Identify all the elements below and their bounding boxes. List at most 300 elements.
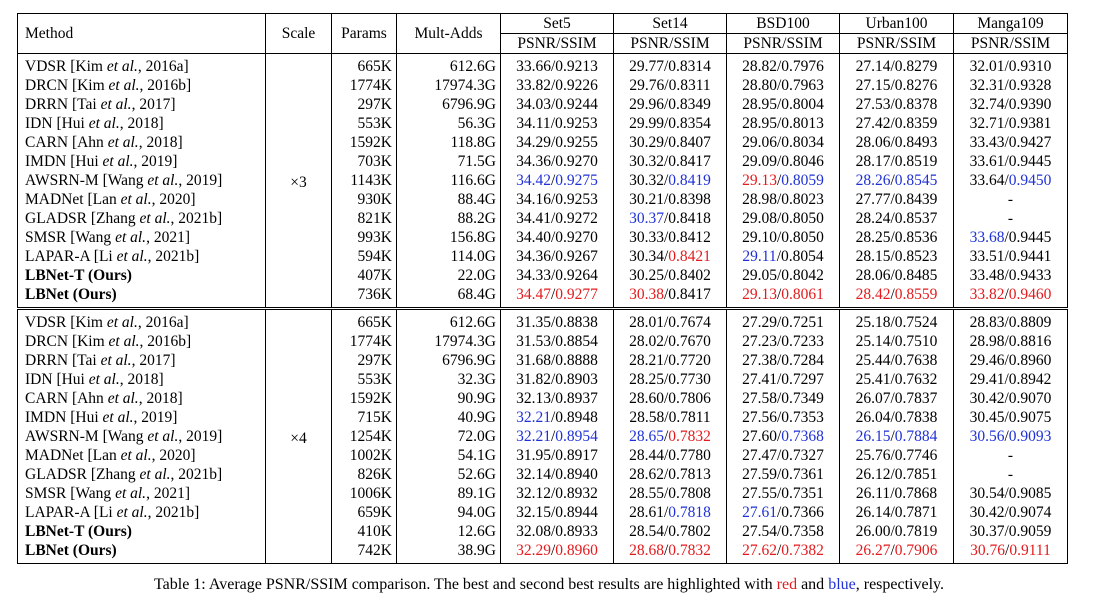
ssim-value: 0.9450 (1008, 172, 1052, 189)
multadds-cell: 88.2G (397, 209, 501, 228)
value-separator: / (550, 96, 556, 113)
metric-cell (954, 427, 1068, 446)
value-separator: / (776, 58, 782, 75)
psnr-value: 27.54 (742, 523, 777, 540)
ssim-value: 0.8417 (668, 153, 711, 170)
psnr-value: 27.41 (742, 371, 777, 388)
multadds-cell: 68.4G (397, 285, 501, 309)
ssim-value: 0.9270 (555, 153, 598, 170)
metric-cell (840, 503, 954, 522)
params-cell: 715K (332, 408, 397, 427)
psnr-value: 29.09 (742, 153, 777, 170)
metric-cell (501, 95, 614, 114)
method-cell (18, 309, 266, 333)
value-separator: / (890, 172, 895, 189)
psnr-value: 30.42 (969, 504, 1005, 521)
ssim-value: 0.8042 (781, 267, 824, 284)
metric-cell (501, 427, 614, 446)
ssim-value: 0.8050 (781, 210, 824, 227)
ssim-value: 0.8536 (894, 229, 938, 246)
psnr-value: 27.53 (855, 96, 891, 113)
psnr-value: - (1007, 447, 1014, 464)
value-separator: / (550, 77, 556, 94)
metric-cell (727, 309, 840, 333)
value-separator: / (550, 485, 556, 502)
ssim-value: 0.9111 (1009, 542, 1051, 559)
multadds-cell: 156.8G (397, 228, 501, 247)
method-name: IDN (25, 115, 53, 132)
value-separator: / (663, 229, 669, 246)
psnr-value: 28.62 (629, 466, 664, 483)
value-separator: / (776, 333, 782, 350)
psnr-value: 27.14 (855, 58, 891, 75)
method-name: LAPAR-A (25, 504, 90, 521)
value-separator: / (1004, 96, 1009, 113)
header-multadds: Mult-Adds (397, 14, 501, 54)
metric-cell (501, 133, 614, 152)
metric-cell (840, 351, 954, 370)
value-separator: / (890, 409, 895, 426)
table-row (18, 465, 1068, 484)
value-separator: / (664, 409, 669, 426)
psnr-value: 32.21 (516, 428, 551, 445)
psnr-value: 32.74 (969, 96, 1005, 113)
ssim-value: 0.8279 (894, 58, 938, 75)
table-caption (0, 575, 1098, 595)
metric-cell (727, 266, 840, 285)
psnr-value: 28.01 (629, 314, 664, 331)
value-separator: / (663, 134, 669, 151)
psnr-value: 30.33 (629, 229, 664, 246)
psnr-value: 29.13 (742, 286, 777, 303)
metric-cell (727, 54, 840, 77)
method-name: SMSR (25, 229, 67, 246)
method-cell (18, 76, 266, 95)
metric-cell (954, 389, 1068, 408)
metric-cell (614, 446, 727, 465)
multadds-cell: 54.1G (397, 446, 501, 465)
header-dataset-bsd100: BSD100 (727, 14, 840, 34)
metric-cell (727, 332, 840, 351)
metric-cell (727, 465, 840, 484)
method-name: IMDN (25, 409, 67, 426)
value-separator: / (890, 314, 895, 331)
value-separator: / (663, 466, 669, 483)
metric-cell (954, 465, 1068, 484)
ssim-value: 0.7233 (781, 333, 824, 350)
method-cell (18, 228, 266, 247)
header-scale: Scale (266, 14, 332, 54)
method-name: VDSR (25, 314, 67, 331)
metric-cell (501, 389, 614, 408)
ssim-value: 0.8940 (555, 466, 598, 483)
metric-cell (614, 541, 727, 564)
multadds-cell: 12.6G (397, 522, 501, 541)
metric-cell (840, 309, 954, 333)
ssim-value: 0.9390 (1008, 96, 1052, 113)
psnr-value: 28.24 (855, 210, 891, 227)
table-row (18, 370, 1068, 389)
psnr-value: 28.58 (629, 409, 665, 426)
psnr-value: 32.31 (969, 77, 1005, 94)
ssim-value: 0.9074 (1008, 504, 1052, 521)
table-row (18, 190, 1068, 209)
ssim-value: 0.9427 (1008, 134, 1052, 151)
ssim-value: 0.7327 (781, 447, 824, 464)
metric-cell (727, 522, 840, 541)
value-separator: / (1004, 409, 1009, 426)
psnr-value: 30.76 (970, 542, 1006, 559)
table-row (18, 408, 1068, 427)
multadds-cell: 6796.9G (397, 351, 501, 370)
metric-cell (840, 370, 954, 389)
metric-cell (727, 209, 840, 228)
value-separator: / (890, 286, 895, 303)
header-metric: PSNR/SSIM (614, 34, 727, 54)
value-separator: / (663, 115, 669, 132)
metric-cell (954, 370, 1068, 389)
value-separator: / (890, 390, 895, 407)
value-separator: / (663, 371, 669, 388)
value-separator: / (1004, 115, 1009, 132)
ssim-value: 0.8059 (781, 172, 824, 189)
value-separator: / (1004, 333, 1009, 350)
value-separator: / (776, 542, 782, 559)
ssim-value: 0.9093 (1008, 428, 1052, 445)
ssim-value: 0.8888 (555, 352, 598, 369)
ssim-value: 0.7382 (781, 542, 824, 559)
value-separator: / (550, 210, 556, 227)
caption-middle: and (797, 576, 829, 593)
metric-cell (840, 228, 954, 247)
metric-cell (501, 541, 614, 564)
ssim-value: 0.7806 (668, 390, 711, 407)
value-separator: / (550, 409, 556, 426)
psnr-value: 28.83 (969, 314, 1005, 331)
ssim-value: 0.9381 (1008, 115, 1052, 132)
multadds-cell: 52.6G (397, 465, 501, 484)
method-citation: [Lan et al., 2020] (87, 447, 196, 464)
metric-cell (614, 190, 727, 209)
table-row (18, 503, 1068, 522)
metric-cell (727, 152, 840, 171)
metric-cell (840, 389, 954, 408)
ssim-value: 0.9070 (1008, 390, 1052, 407)
metric-cell (614, 228, 727, 247)
params-cell: 553K (332, 370, 397, 389)
params-cell: 826K (332, 465, 397, 484)
metric-cell (501, 266, 614, 285)
psnr-value: 27.60 (742, 428, 777, 445)
method-cell (18, 114, 266, 133)
psnr-value: 26.11 (855, 485, 891, 502)
psnr-value: 27.38 (742, 352, 777, 369)
table-row (18, 152, 1068, 171)
ssim-value: 0.7832 (668, 428, 711, 445)
params-cell: 1002K (332, 446, 397, 465)
value-separator: / (1005, 542, 1010, 559)
metric-cell (727, 114, 840, 133)
ssim-value: 0.9244 (555, 96, 598, 113)
header-metric: PSNR/SSIM (840, 34, 954, 54)
metric-cell (840, 522, 954, 541)
table-row (18, 266, 1068, 285)
metric-cell (501, 171, 614, 190)
multadds-cell: 38.9G (397, 541, 501, 564)
metric-cell (840, 266, 954, 285)
ssim-value: 0.8349 (668, 96, 711, 113)
metric-cell (614, 370, 727, 389)
value-separator: / (550, 504, 556, 521)
method-citation: [Wang et al., 2019] (102, 428, 223, 445)
ssim-value: 0.9460 (1008, 286, 1052, 303)
value-separator: / (776, 371, 782, 388)
psnr-value: 26.12 (855, 466, 891, 483)
ssim-value: 0.8519 (894, 153, 938, 170)
method-name: IMDN (25, 153, 67, 170)
multadds-cell: 612.6G (397, 54, 501, 77)
ssim-value: 0.8493 (894, 134, 938, 151)
table-row (18, 247, 1068, 266)
metric-cell (727, 370, 840, 389)
metric-cell (840, 54, 954, 77)
multadds-cell: 118.8G (397, 133, 501, 152)
ssim-value: 0.7976 (781, 58, 824, 75)
params-cell: 659K (332, 503, 397, 522)
metric-cell (501, 114, 614, 133)
value-separator: / (776, 96, 782, 113)
ssim-value: 0.8398 (668, 191, 711, 208)
ssim-value: 0.7838 (894, 409, 938, 426)
psnr-value: 28.25 (855, 229, 891, 246)
ssim-value: 0.7819 (894, 523, 938, 540)
metric-cell (954, 190, 1068, 209)
value-separator: / (776, 485, 782, 502)
psnr-value: 28.68 (629, 542, 664, 559)
method-cell (18, 247, 266, 266)
psnr-value: 27.23 (742, 333, 777, 350)
method-cell (18, 266, 266, 285)
ssim-value: 0.7851 (894, 466, 938, 483)
psnr-value: 32.13 (516, 390, 551, 407)
ssim-value: 0.9310 (1008, 58, 1052, 75)
method-cell (18, 209, 266, 228)
ssim-value: 0.8903 (555, 371, 598, 388)
ssim-value: 0.7720 (668, 352, 711, 369)
metric-cell (954, 228, 1068, 247)
method-name: CARN (25, 390, 69, 407)
method-citation: [Hui et al., 2019] (70, 409, 178, 426)
params-cell: 821K (332, 209, 397, 228)
table-row (18, 76, 1068, 95)
metric-cell (614, 484, 727, 503)
multadds-cell: 116.6G (397, 171, 501, 190)
metric-cell (501, 484, 614, 503)
table-row (18, 95, 1068, 114)
psnr-value: 28.98 (742, 191, 777, 208)
value-separator: / (550, 352, 556, 369)
ssim-value: 0.7361 (781, 466, 824, 483)
method-cell (18, 541, 266, 564)
value-separator: / (663, 172, 669, 189)
ssim-value: 0.7746 (894, 447, 938, 464)
value-separator: / (663, 485, 669, 502)
value-separator: / (776, 428, 782, 445)
metric-cell (727, 351, 840, 370)
ssim-value: 0.7884 (894, 428, 938, 445)
value-separator: / (776, 172, 782, 189)
value-separator: / (776, 286, 782, 303)
metric-cell (501, 54, 614, 77)
psnr-value: 30.38 (629, 286, 664, 303)
metric-cell (954, 309, 1068, 333)
caption-suffix: , respectively. (855, 576, 944, 593)
multadds-cell: 22.0G (397, 266, 501, 285)
ssim-value: 0.8054 (781, 248, 824, 265)
ssim-value: 0.7524 (894, 314, 938, 331)
method-name: DRCN (25, 333, 69, 350)
metric-cell (954, 446, 1068, 465)
method-cell (18, 522, 266, 541)
value-separator: / (1004, 58, 1009, 75)
value-separator: / (663, 286, 669, 303)
ssim-value: 0.7284 (781, 352, 824, 369)
method-cell (18, 171, 266, 190)
value-separator: / (1004, 267, 1009, 284)
value-separator: / (550, 314, 556, 331)
value-separator: / (550, 58, 556, 75)
params-cell: 1774K (332, 332, 397, 351)
psnr-value: 33.48 (969, 267, 1005, 284)
ssim-value: 0.8545 (894, 172, 938, 189)
value-separator: / (550, 248, 556, 265)
table-row (18, 541, 1068, 564)
header-metric: PSNR/SSIM (954, 34, 1068, 54)
params-cell: 1006K (332, 484, 397, 503)
psnr-value: 27.29 (742, 314, 777, 331)
psnr-value: 28.95 (742, 115, 777, 132)
method-citation: [Li et al., 2021b] (93, 248, 200, 265)
method-cell (18, 465, 266, 484)
ssim-value: 0.9267 (555, 248, 598, 265)
psnr-value: - (1007, 191, 1014, 208)
ssim-value: 0.9213 (555, 58, 598, 75)
ssim-value: 0.9445 (1008, 153, 1052, 170)
value-separator: / (663, 447, 669, 464)
table-row (18, 309, 1068, 333)
value-separator: / (1004, 134, 1009, 151)
psnr-value: 28.21 (629, 352, 664, 369)
metric-cell (501, 247, 614, 266)
value-separator: / (890, 58, 895, 75)
value-separator: / (1004, 390, 1009, 407)
value-separator: / (550, 523, 556, 540)
psnr-value: 34.42 (516, 172, 551, 189)
table-row (18, 446, 1068, 465)
value-separator: / (1004, 485, 1009, 502)
value-separator: / (550, 466, 556, 483)
value-separator: / (890, 504, 895, 521)
metric-cell (501, 228, 614, 247)
method-name: VDSR (25, 58, 67, 75)
ssim-value: 0.8932 (555, 485, 598, 502)
value-separator: / (890, 248, 895, 265)
method-name: DRRN (25, 352, 69, 369)
psnr-value: 28.26 (855, 172, 891, 189)
psnr-value: 30.32 (629, 153, 664, 170)
method-name: DRCN (25, 77, 69, 94)
value-separator: / (890, 210, 895, 227)
metric-cell (840, 408, 954, 427)
ssim-value: 0.8417 (668, 286, 711, 303)
value-separator: / (550, 153, 556, 170)
ssim-value: 0.8838 (555, 314, 598, 331)
psnr-value: 28.15 (855, 248, 891, 265)
method-cell (18, 446, 266, 465)
value-separator: / (663, 191, 669, 208)
psnr-value: - (1007, 466, 1014, 483)
ssim-value: 0.7297 (781, 371, 824, 388)
metric-cell (954, 408, 1068, 427)
table-row (18, 389, 1068, 408)
metric-cell (727, 484, 840, 503)
params-cell: 297K (332, 351, 397, 370)
method-cell (18, 484, 266, 503)
method-name: MADNet (25, 447, 84, 464)
params-cell: 665K (332, 309, 397, 333)
psnr-value: 33.68 (969, 229, 1005, 246)
value-separator: / (776, 466, 782, 483)
psnr-value: 27.58 (742, 390, 777, 407)
value-separator: / (776, 352, 782, 369)
value-separator: / (776, 210, 782, 227)
value-separator: / (1004, 352, 1009, 369)
table-row (18, 171, 1068, 190)
value-separator: / (550, 542, 556, 559)
metric-cell (840, 76, 954, 95)
metric-cell (840, 247, 954, 266)
metric-cell (954, 54, 1068, 77)
method-name: MADNet (25, 191, 84, 208)
value-separator: / (1004, 428, 1009, 445)
table-row (18, 133, 1068, 152)
metric-cell (614, 54, 727, 77)
method-citation: [Hui et al., 2019] (70, 153, 178, 170)
ssim-value: 0.8439 (894, 191, 938, 208)
value-separator: / (890, 523, 895, 540)
ssim-value: 0.8311 (668, 77, 711, 94)
value-separator: / (1004, 523, 1009, 540)
value-separator: / (890, 352, 895, 369)
psnr-value: 27.61 (742, 504, 777, 521)
value-separator: / (776, 409, 782, 426)
psnr-value: 34.03 (516, 96, 551, 113)
psnr-value: 30.54 (969, 485, 1005, 502)
psnr-value: 32.21 (516, 409, 551, 426)
ssim-value: 0.9433 (1008, 267, 1052, 284)
ssim-value: 0.8942 (1008, 371, 1052, 388)
multadds-cell: 90.9G (397, 389, 501, 408)
ssim-value: 0.8537 (894, 210, 938, 227)
psnr-value: 27.56 (742, 409, 777, 426)
psnr-value: 29.76 (629, 77, 665, 94)
method-citation: [Ahn et al., 2018] (71, 390, 183, 407)
ssim-value: 0.7353 (781, 409, 824, 426)
method-cell (18, 351, 266, 370)
ssim-value: 0.8816 (1008, 333, 1052, 350)
psnr-value: 28.65 (629, 428, 664, 445)
ssim-value: 0.7674 (668, 314, 711, 331)
